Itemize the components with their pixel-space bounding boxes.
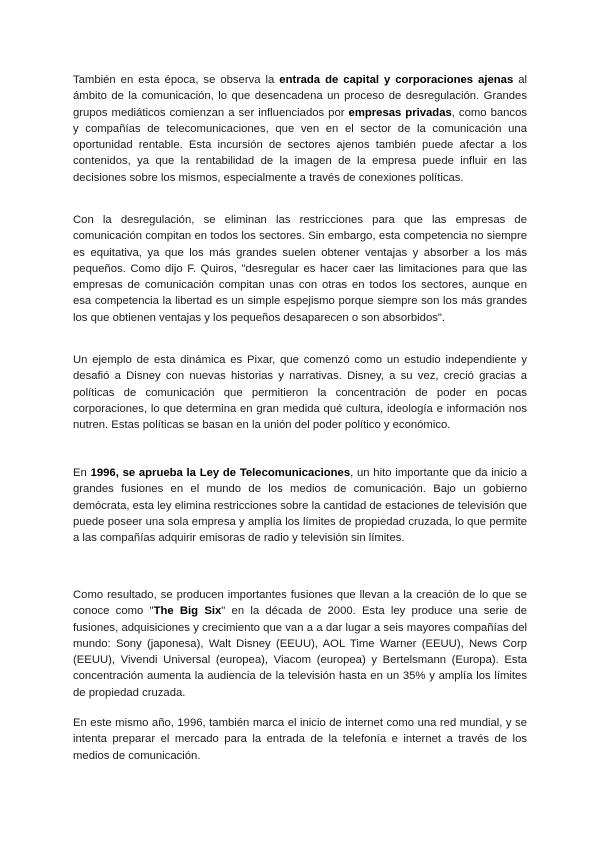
paragraph-telecom-law	[73, 465, 527, 546]
paragraph-pixar-example	[73, 352, 527, 433]
text-run: , como bancos y compañías de telecomunicaciones, que ven en el sector de la comunicación una oportunidad rentable. Esta incursión de sectores ajenos también puede afectar a los contenidos, ya que la rentabilidad de la imagen de la empresa puede influir en las decisiones sobre los mismos, especialmente a través de conexiones políticas.	[73, 106, 528, 184]
text-run: En este mismo año, 1996, también marca el inicio de internet como una red mundial, y se intenta preparar el mercado para la entrada de la telefonía e internet a través de los medios de comunicación.	[73, 717, 527, 762]
text-run: En	[73, 467, 91, 479]
text-run: al ámbito de la comunicación, lo que desencadena un proceso de desregulación. Grandes grupos mediáticos comienzan a ser influenciados por	[73, 74, 528, 119]
bold-text-run: entrada de capital y corporaciones ajenas	[279, 74, 514, 86]
paragraph-internet-1996	[73, 715, 527, 764]
paragraph-deregulation	[73, 212, 527, 326]
text-run: También en esta época, se observa la	[73, 74, 280, 86]
paragraph-big-six	[73, 587, 527, 701]
text-run: Un ejemplo de esta dinámica es Pixar, que comenzó como un estudio independiente y desafió a Disney con nuevas historias y narrativas. Disney, a su vez, creció gracias a políticas de comunicación que permitieron la concentración de poder en pocas corporaciones, lo que determina en gran medida qué cultura, ideología e información nos nutren. Estas políticas se basan en la unión del poder político y económico.	[73, 354, 527, 432]
paragraph-capital-entry	[73, 72, 527, 186]
bold-text-run: empresas privadas	[348, 106, 452, 119]
text-run: " en la década de 2000. Esta ley produce una serie de fusiones, adquisiciones y crecimiento que van a a dar lugar a seis mayores compañías del mundo: Sony (japonesa), Walt Disney (EEUU), AOL Time Warner (EEUU), News Corp (EEUU), Vivendi Universal (europea), Viacom (europea) y Bertelsmann (Europa). Esta concentración aumenta la audiencia de la televisión hasta en un 35% y amplía los límites de propiedad cruzada.	[73, 605, 528, 699]
bold-text-run: 1996, se aprueba la Ley de Telecomunicaciones	[90, 467, 351, 479]
text-run: , un hito importante que da inicio a grandes fusiones en el mundo de los medios de comunicación. Bajo un gobierno demócrata, esta ley elimina restricciones sobre la cantidad de estaciones de televisión que puede poseer una sola empresa y amplía los límites de propiedad cruzada, lo que permite a las compañías adquirir emisoras de radio y televisión sin límites.	[73, 467, 528, 545]
text-run: Con la desregulación, se eliminan las restricciones para que las empresas de comunicación compitan en todos los sectores. Sin embargo, esta competencia no siempre es equitativa, ya que los más grandes suelen obtener ventajas y absorber a los más pequeños. Como dijo F. Quiros, "desregular es hacer caer las limitaciones para que las empresas de comunicación compitan unas con otras en todos los sectores, aunque en esa competencia la libertad es un simple espejismo porque siempre son los más grandes los que obtienen ventajas y los pequeños desaparecen o son absorbidos".	[73, 214, 527, 324]
bold-text-run: The Big Six	[153, 605, 222, 618]
text-run: Como resultado, se producen importantes fusiones que llevan a la creación de lo que se conoce como "	[73, 589, 527, 618]
